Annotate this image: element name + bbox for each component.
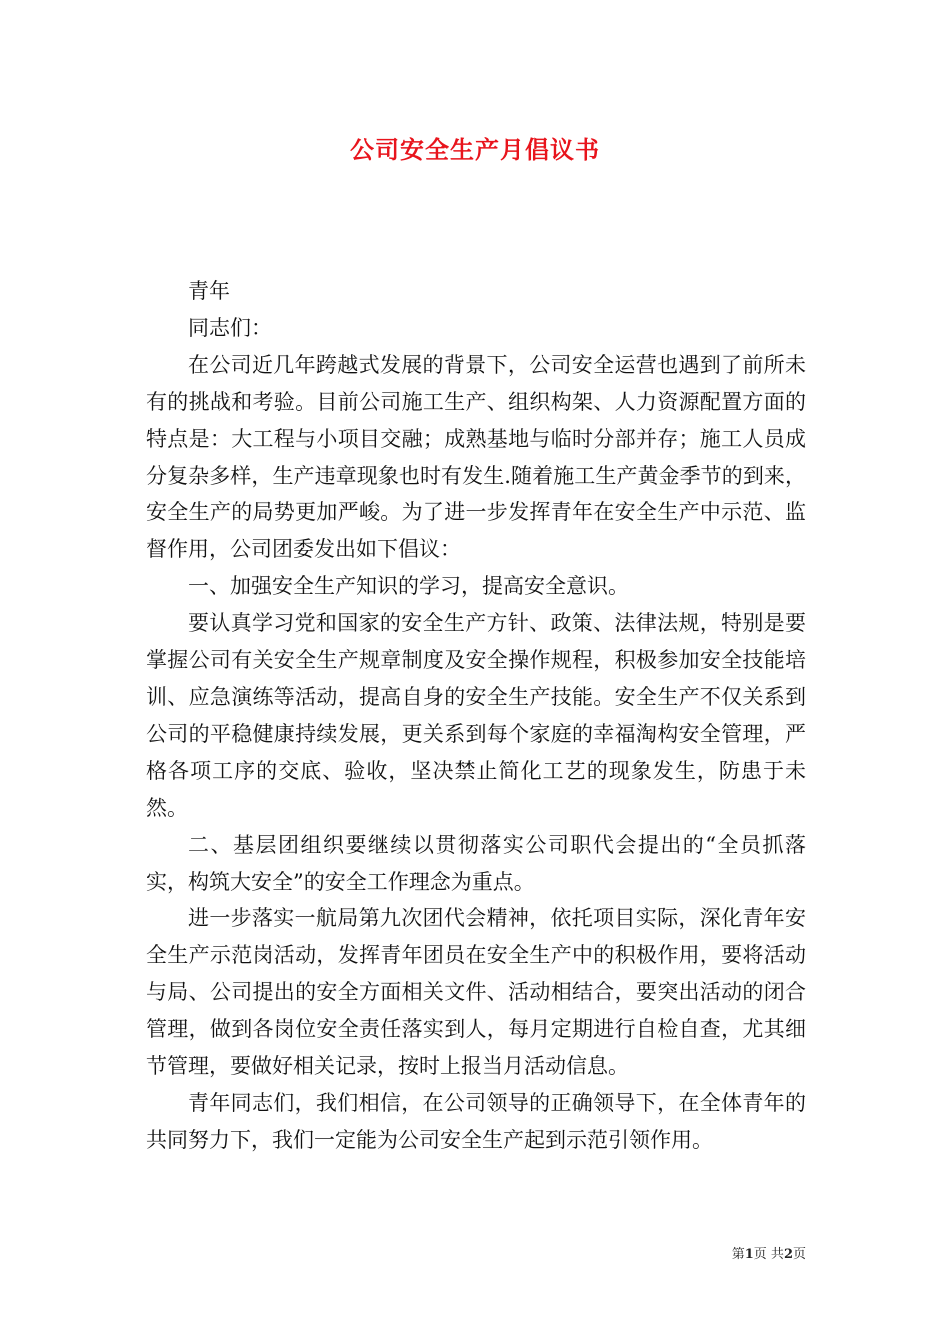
- greeting-line-1: 青年: [188, 279, 230, 303]
- page-footer: [732, 1246, 806, 1264]
- section-heading-2: 二、基层团组织要继续以贯彻落实公司职代会提出的“全员抓落实，构筑大安全”的安全工作理念为重点。: [146, 832, 806, 894]
- document-body: [146, 273, 806, 1159]
- footer-middle: 页 共: [753, 1247, 784, 1262]
- section-heading-1: 一、加强安全生产知识的学习，提高安全意识。: [188, 574, 629, 599]
- footer-total-pages: 2: [783, 1247, 793, 1262]
- document-title: 公司安全生产月倡议书: [350, 135, 600, 164]
- greeting-line-2: 同志们：: [188, 315, 272, 340]
- paragraph-closing: 青年同志们，我们相信，在公司领导的正确领导下，在全体青年的共同努力下，我们一定能为公司安全生产起到示范引领作用。: [146, 1090, 806, 1152]
- footer-suffix: 页: [792, 1247, 806, 1262]
- paragraph-intro: 在公司近几年跨越式发展的背景下，公司安全运营也遇到了前所未有的挑战和考验。目前公司施工生产、组织构架、人力资源配置方面的特点是：大工程与小项目交融；成熟基地与临时分部并存；施工人员成分复杂多样，生产违章现象也时有发生.随着施工生产黄金季节的到来，安全生产的局势更加严峻。为了进一步发挥青年在安全生产中示范、监督作用，公司团委发出如下倡议：: [146, 352, 806, 562]
- footer-current-page: 1: [744, 1247, 754, 1262]
- footer-prefix: 第: [731, 1247, 745, 1262]
- paragraph-section-1: 要认真学习党和国家的安全生产方针、政策、法律法规，特别是要掌握公司有关安全生产规章制度及安全操作规程，积极参加安全技能培训、应急演练等活动，提高自身的安全生产技能。安全生产不仅关系到公司的平稳健康持续发展，更关系到每个家庭的幸福淘构安全管理，严格各项工序的交底、验收，坚决禁止简化工艺的现象发生，防患于未然。: [146, 611, 806, 820]
- paragraph-section-2: 进一步落实一航局第九次团代会精神，依托项目实际，深化青年安全生产示范岗活动，发挥青年团员在安全生产中的积极作用，要将活动与局、公司提出的安全方面相关文件、活动相结合，要突出活动的闭合管理，做到各岗位安全责任落实到人，每月定期进行自检自查，尤其细节管理，要做好相关记录，按时上报当月活动信息。: [146, 906, 806, 1079]
